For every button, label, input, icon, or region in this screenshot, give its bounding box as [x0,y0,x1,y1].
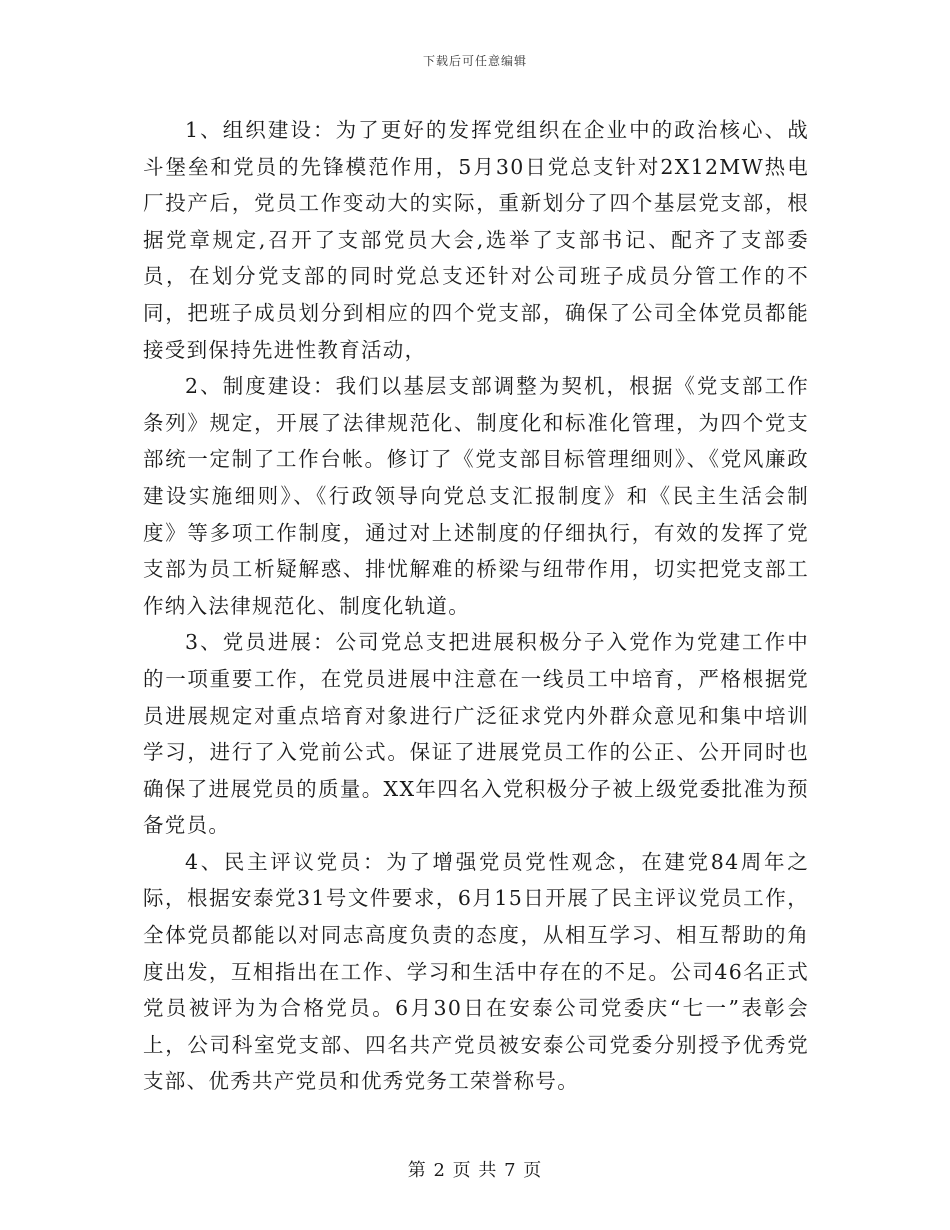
paragraph-member-development: 3、党员进展：公司党总支把进展积极分子入党作为党建工作中的一项重要工作，在党员进展中注意在一线员工中培育，严格根据党员进展规定对重点培育对象进行广泛征求党内外群众意见和集中培训学习，进行了入党前公式。保证了进展党员工作的公正、公开同时也确保了进展党员的质量。XX年四名入党积极分子被上级党委批准为预备党员。 [143,630,809,838]
paragraph-organization: 1、组织建设：为了更好的发挥党组织在企业中的政治核心、战斗堡垒和党员的先锋模范作用，5月30日党总支针对2X12MW热电厂投产后，党员工作变动大的实际，重新划分了四个基层党支部，根据党章规定,召开了支部党员大会,选举了支部书记、配齐了支部委员，在划分党支部的同时党总支还针对公司班子成员分管工作的不同，把班子成员划分到相应的四个党支部，确保了公司全体党员都能接受到保持先进性教育活动， [143,118,809,362]
page-footer: 第 2 页 共 7 页 [407,1160,543,1181]
paragraph-system: 2、制度建设：我们以基层支部调整为契机，根据《党支部工作条列》规定，开展了法律规范化、制度化和标准化管理，为四个党支部统一定制了工作台帐。修订了《党支部目标管理细则》、《党风廉政建设实施细则》、《行政领导向党总支汇报制度》和《民主生活会制度》等多项工作制度，通过对上述制度的仔细执行，有效的发挥了党支部为员工析疑解惑、排忧解难的桥梁与纽带作用，切实把党支部工作纳入法律规范化、制度化轨道。 [143,374,809,618]
paragraph-democratic-review: 4、民主评议党员：为了增强党员党性观念，在建党84周年之际，根据安泰党31号文件要求，6月15日开展了民主评议党员工作，全体党员都能以对同志高度负责的态度，从相互学习、相互帮助的角度出发，互相指出在工作、学习和生活中存在的不足。公司46名正式党员被评为为合格党员。6月30日在安泰公司党委庆“七一”表彰会上，公司科室党支部、四名共产党员被安泰公司党委分别授予优秀党支部、优秀共产党员和优秀党务工荣誉称号。 [143,849,809,1094]
page-header: 下载后可任意编辑 [422,54,527,68]
document-body [143,112,809,1100]
